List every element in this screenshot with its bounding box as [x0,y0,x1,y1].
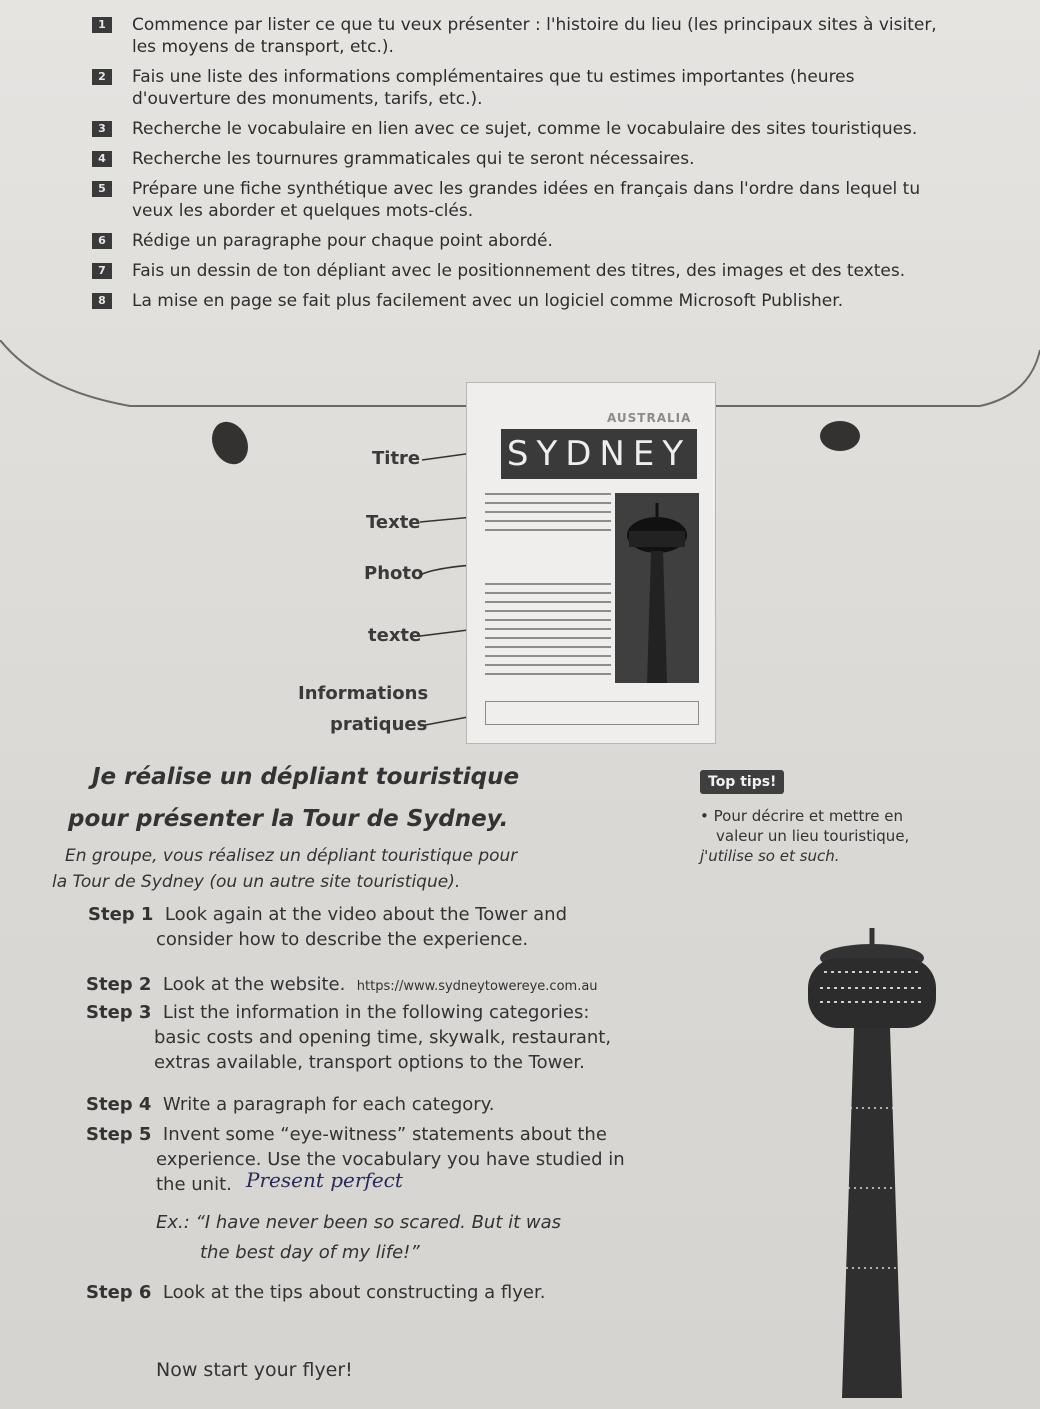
list-item: 5 Prépare une fiche synthétique avec les grandes idées en français dans l'ordre dans lequel tu veux les aborder et quelques mots-clés. [118,178,948,222]
list-item: 6 Rédige un paragraphe pour chaque point abordé. [118,230,948,252]
number-badge: 4 [92,151,112,167]
sydney-tower-illustration [790,928,950,1398]
label-pratiques: pratiques [330,714,428,735]
step-2: Step 2 Look at the website. https://www.sydneytowereye.com.au [86,974,598,995]
step-1: Step 1 Look again at the video about the Tower and consider how to describe the experience. [88,904,568,950]
bullet-icon: • [700,807,709,825]
label-informations: Informations [298,683,429,704]
flyer-country: AUSTRALIA [607,411,692,425]
list-item: 2 Fais une liste des informations complémentaires que tu estimes importantes (heures d'ouverture des monuments, tarifs, etc.). [118,66,948,110]
list-item: 7 Fais un dessin de ton dépliant avec le positionnement des titres, des images et des textes. [118,260,948,282]
label-texte-2: texte [368,625,422,646]
handwritten-note: Present perfect [246,1168,403,1192]
tower-photo [615,493,699,683]
activity-heading-1: Je réalise un dépliant touristique [92,764,520,790]
list-item: 8 La mise en page se fait plus facilement avec un logiciel comme Microsoft Publisher. [118,290,948,312]
flyer-mockup [466,382,716,744]
tips-text: • Pour décrire et mettre en valeur un lieu touristique, j'utilise so et such. [700,807,910,865]
number-badge: 6 [92,233,112,249]
list-item: 4 Recherche les tournures grammaticales qui te seront nécessaires. [118,148,948,170]
flyer-photo [615,493,699,683]
flyer-text-block [485,583,611,682]
activity-intro-2: la Tour de Sydney (ou un autre site touristique). [52,872,461,892]
step-4: Step 4 Write a paragraph for each category. [86,1094,495,1115]
list-item: 1 Commence par lister ce que tu veux présenter : l'histoire du lieu (les principaux sites à visiter, les moyens de transport, etc.). [118,14,948,58]
list-item: 3 Recherche le vocabulaire en lien avec ce sujet, comme le vocabulaire des sites touristiques. [118,118,948,140]
number-badge: 1 [92,17,112,33]
number-badge: 2 [92,69,112,85]
flyer-text-block [485,493,611,538]
activity-heading-2: pour présenter la Tour de Sydney. [68,806,509,832]
top-tips-badge: Top tips! [700,770,784,794]
closing-text: Now start your flyer! [156,1359,353,1381]
number-badge: 5 [92,181,112,197]
number-badge: 8 [92,293,112,309]
step-3: Step 3 List the information in the following categories: basic costs and opening time, skywalk, restaurant, extras available, transport options to the Tower. [86,1002,612,1073]
flyer-info-box [485,701,699,725]
activity-intro-1: En groupe, vous réalisez un dépliant touristique pour [65,846,518,866]
flyer-title: SYDNEY [501,429,697,479]
example-1: Ex.: “I have never been so scared. But it was [156,1212,562,1233]
label-texte: Texte [366,512,421,533]
website-link[interactable]: https://www.sydneytowereye.com.au [356,979,598,994]
number-badge: 7 [92,263,112,279]
number-badge: 3 [92,121,112,137]
step-5: Step 5 Invent some “eye-witness” statements about the experience. Use the vocabulary you have studied in the unit. [86,1124,625,1195]
step-6: Step 6 Look at the tips about constructing a flyer. [86,1282,546,1303]
label-titre: Titre [372,448,421,469]
label-photo: Photo [364,563,424,584]
example-2: the best day of my life!” [200,1242,420,1263]
